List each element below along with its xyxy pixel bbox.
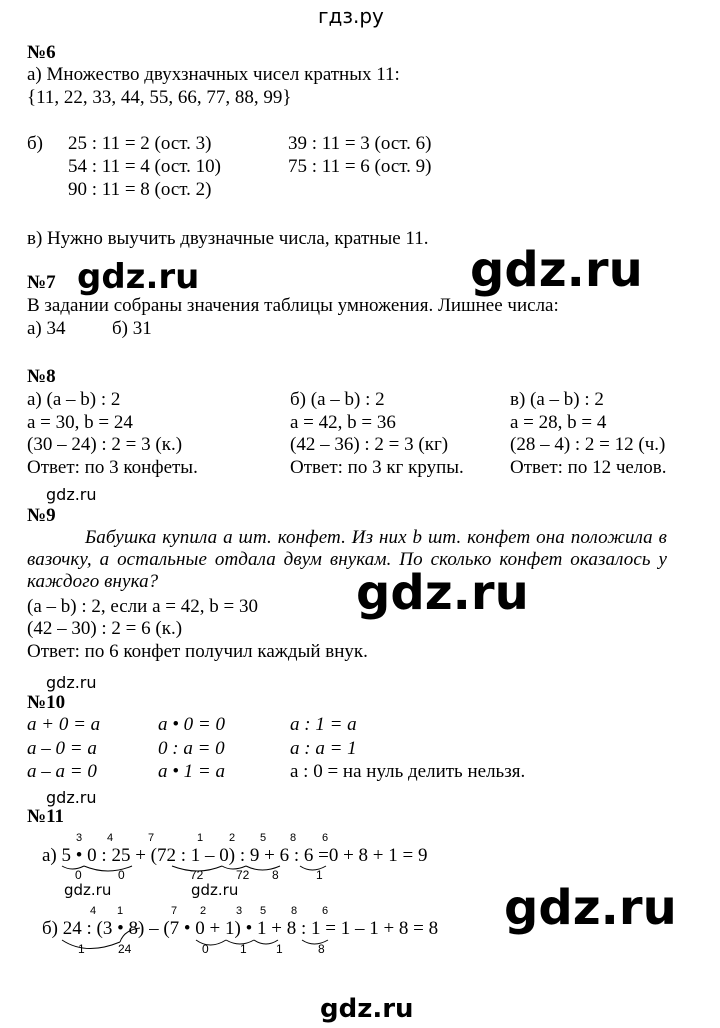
watermark: gdz.ru [77,257,200,297]
intermediate-result: 72 [236,868,250,882]
task-8-b-answer: Ответ: по 3 кг крупы. [290,457,464,478]
step-number: 2 [229,832,236,844]
site-header: гдз.ру [318,4,384,28]
task-10-r3c3: a : 0 = на нуль делить нельзя. [290,761,526,782]
task-8-b-vals: a = 42, b = 36 [290,412,396,433]
task-9-answer: Ответ: по 6 конфет получил каждый внук. [27,641,368,662]
step-number: 5 [260,832,267,844]
step-number: 1 [197,832,204,844]
task-10-r2c1: a – 0 = a [27,738,97,759]
task-9-story: Бабушка купила a шт. конфет. Из них b шт. конфет она положила в вазочку, а остальные отдала двум внукам. По сколько конфет оказалось у каждого внука? [27,527,667,592]
arc [302,940,328,944]
watermark: gdz.ru [46,788,97,807]
intermediate-result: 0 [75,868,82,882]
intermediate-result: 8 [272,868,279,882]
task-11-b-expression: б) 24 : (3 • 8) – (7 • 0 + 1) • 1 + 8 : 1 = 1 – 1 + 8 = 8 [42,918,439,939]
intermediate-result: 1 [78,942,85,956]
step-number: 4 [90,905,97,917]
arc [300,866,326,870]
task-8-b-expr: б) (a – b) : 2 [290,389,385,410]
step-number: 4 [107,832,114,844]
task-7-a: а) 34 [27,318,66,339]
arc [120,928,140,942]
task-8-a-vals: a = 30, b = 24 [27,412,133,433]
task-7-b: б) 31 [112,318,152,339]
task-8-c-calc: (28 – 4) : 2 = 12 (ч.) [510,434,666,455]
task-8-a-calc: (30 – 24) : 2 = 3 (к.) [27,434,183,455]
watermark: gdz.ru [64,881,112,899]
task-11-a-expression: а) 5 • 0 : 25 + (72 : 1 – 0) : 9 + 6 : 6 =0 + 8 + 1 = 9 [42,845,428,866]
task-6-b1: 25 : 11 = 2 (ост. 3) [68,133,212,154]
step-number: 8 [291,905,298,917]
task-8-a-expr: а) (a – b) : 2 [27,389,121,410]
intermediate-result: 1 [316,868,323,882]
intermediate-result: 1 [276,942,283,956]
step-number: 6 [322,832,329,844]
task-10-r3c1: a – a = 0 [27,761,97,782]
intermediate-result: 72 [190,868,204,882]
intermediate-result: 8 [318,942,325,956]
watermark: gdz.ru [356,565,529,621]
task-10-r2c2: 0 : a = 0 [158,738,225,759]
task-8-b-calc: (42 – 36) : 2 = 3 (кг) [290,434,449,455]
watermark: gdz.ru [191,881,239,899]
task-6-b2: 39 : 11 = 3 (ост. 6) [288,133,432,154]
task-6-a-line2: {11, 22, 33, 44, 55, 66, 77, 88, 99} [27,87,292,108]
task-8-c-answer: Ответ: по 12 челов. [510,457,667,478]
arc [62,866,84,869]
step-number: 3 [236,905,243,917]
arc [62,940,120,949]
arc [196,940,226,945]
intermediate-result: 0 [118,868,125,882]
task-6-b5: 90 : 11 = 8 (ост. 2) [68,179,212,200]
task-10-r2c3: a : a = 1 [290,738,357,759]
arc [222,866,246,869]
task-8-c-vals: a = 28, b = 4 [510,412,607,433]
arc [246,866,280,870]
task-10-r1c3: a : 1 = a [290,714,357,735]
task-7-number: №7 [27,272,56,293]
task-9-line1: (a – b) : 2, если a = 42, b = 30 [27,596,258,617]
step-number: 5 [260,905,267,917]
task-10-r1c2: a • 0 = 0 [158,714,225,735]
watermark: gdz.ru [320,994,414,1024]
task-6-number: №6 [27,42,56,63]
watermark: gdz.ru [46,485,97,504]
step-number: 6 [322,905,329,917]
step-number: 7 [148,832,155,844]
task-8-number: №8 [27,366,56,387]
step-number: 8 [290,832,297,844]
task-10-r3c2: a • 1 = a [158,761,225,782]
arc [84,866,132,871]
task-6-b3: 54 : 11 = 4 (ост. 10) [68,156,221,177]
task-10-r1c1: a + 0 = a [27,714,101,735]
task-7-line1: В задании собраны значения таблицы умножения. Лишнее числа: [27,295,559,316]
watermark: gdz.ru [504,880,677,936]
task-11-number: №11 [27,806,65,827]
task-8-c-expr: в) (a – b) : 2 [510,389,604,410]
task-10-number: №10 [27,692,66,713]
task-8-a-answer: Ответ: по 3 конфеты. [27,457,198,478]
watermark: gdz.ru [46,673,97,692]
task-6-a-line1: а) Множество двухзначных чисел кратных 11: [27,64,400,85]
intermediate-result: 24 [118,942,132,956]
arc [172,866,222,871]
arc [254,940,278,944]
watermark: gdz.ru [470,242,643,298]
task-6-c: в) Нужно выучить двузначные числа, кратные 11. [27,228,429,249]
task-6-b4: 75 : 11 = 6 (ост. 9) [288,156,432,177]
step-number: 2 [200,905,207,917]
step-number: 1 [117,905,124,917]
arc [226,940,254,944]
step-number: 3 [76,832,83,844]
task-6-b-label: б) [27,133,43,154]
intermediate-result: 1 [240,942,247,956]
step-number: 7 [171,905,178,917]
task-9-line2: (42 – 30) : 2 = 6 (к.) [27,618,183,639]
task-9-number: №9 [27,505,56,526]
intermediate-result: 0 [202,942,209,956]
